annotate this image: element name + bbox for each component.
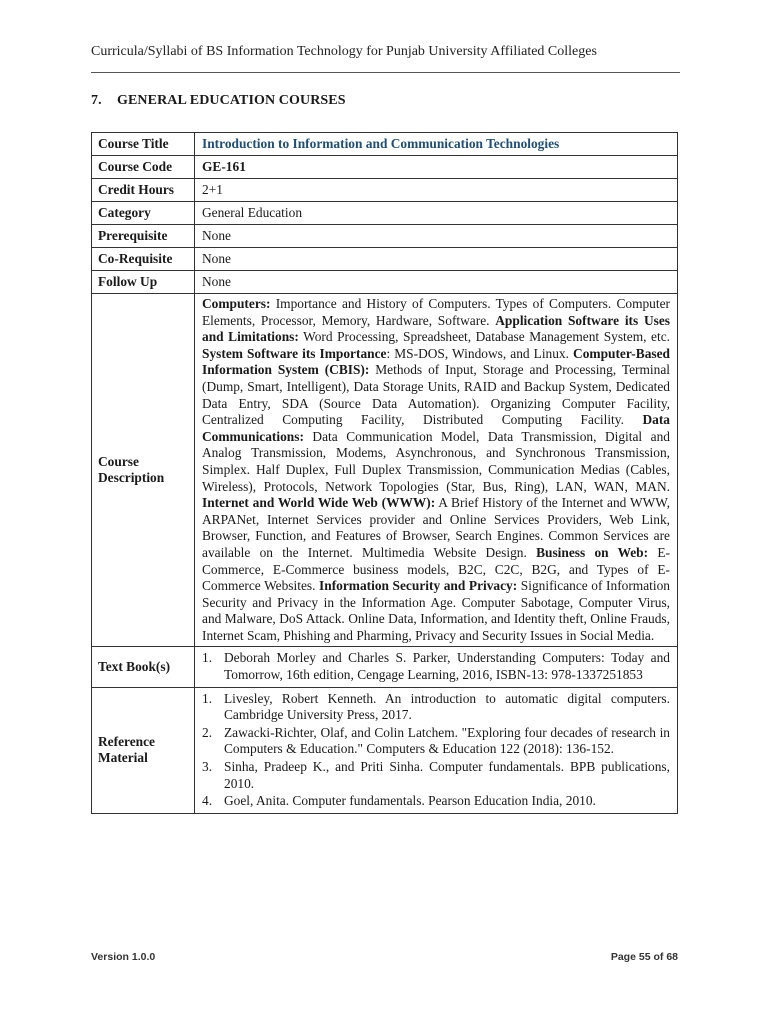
list-item: [202, 759, 670, 792]
category-label: Category: [92, 202, 195, 225]
follow-up-label: Follow Up: [92, 271, 195, 294]
list-item-text: Livesley, Robert Kenneth. An introduction to automatic digital computers. Cambridge University Press, 2017.: [224, 690, 670, 723]
description-text-segment: Word Processing, Spreadsheet, Database Management System, etc.: [298, 329, 670, 345]
table-row: [92, 294, 678, 647]
table-row: [92, 248, 678, 271]
course-title-label: Course Title: [92, 133, 195, 156]
footer-version: Version 1.0.0: [91, 951, 156, 963]
corequisite-value: None: [195, 248, 678, 271]
description-topic-heading: Computers:: [202, 296, 271, 311]
description-topic-heading: Computer-Based Information System (CBIS):: [202, 345, 670, 378]
footer-page-of: of: [653, 951, 664, 963]
description-text-segment: : MS-DOS, Windows, and Linux.: [386, 345, 574, 361]
list-item-text: Sinha, Pradeep K., and Priti Sinha. Computer fundamentals. BPB publications, 2010.: [224, 759, 670, 791]
description-topic-heading: Internet and World Wide Web (WWW):: [202, 495, 436, 511]
prerequisite-value: None: [195, 225, 678, 248]
footer-page-current: 55: [638, 951, 651, 963]
description-text-segment: Significance of Information Security and Privacy in the Information Age. Computer Sabotage, Computer Virus, and Malware, DoS Attack. Online Data, Information, and Identity theft, Online Frauds, Internet Scam, Phishing and Pharming, Privacy and Security Issues in Social Media.: [202, 578, 670, 643]
list-item-number: 3.: [202, 759, 213, 775]
footer-page-number: [611, 951, 678, 963]
section-title: GENERAL EDUCATION COURSES: [117, 93, 346, 108]
reference-list-cell: [195, 687, 678, 813]
course-code-value: GE-161: [195, 156, 678, 179]
description-text-segment: Data Communication Model, Data Transmission, Digital and Analog Transmission, Modems, Asynchronous, and Synchronous Transmission, Simplex. Half Duplex, Full Duplex Transmission, Communication Medias (Cables, Wireless), Protocols, Network Topologies (Star, Bus, Ring), LAN, WAN, MAN.: [202, 428, 670, 494]
table-row: [92, 271, 678, 294]
textbooks-label: Text Book(s): [92, 647, 195, 687]
header-divider: [91, 72, 680, 73]
textbooks-list-cell: [195, 647, 678, 687]
prerequisite-label: Prerequisite: [92, 225, 195, 248]
credit-hours-label: Credit Hours: [92, 179, 195, 202]
list-item-text: Goel, Anita. Computer fundamentals. Pearson Education India, 2010.: [224, 793, 596, 809]
footer-page-total: 68: [666, 951, 678, 963]
reference-material-label: [92, 687, 195, 813]
table-row: [92, 179, 678, 202]
table-row: [92, 225, 678, 248]
footer-page-prefix: Page: [610, 951, 636, 963]
credit-hours-value: 2+1: [195, 179, 678, 202]
course-table: [91, 132, 678, 814]
description-topic-heading: Application Software its Uses and Limitations:: [202, 312, 671, 345]
description-topic-heading: Information Security and Privacy:: [319, 578, 518, 594]
description-text-segment: Methods of Input, Storage and Processing, Terminal (Dump, Smart, Intelligent), Data Storage Units, RAID and Backup System, Dedicated Data Entry, SDA (Source Data Automation). Organizing Computer Facility, Centralized Computing Facility, Distributed Computing Facility.: [202, 362, 671, 428]
description-text-segment: A Brief History of the Internet and WWW, ARPANet, Internet Services provider and Online Services Providers, Web Link, Browser, Function, and Features of Browser, Search Engines. Common Services are available on the Internet. Multimedia Website Design.: [202, 495, 670, 560]
textbooks-list: [202, 650, 670, 683]
reference-list: [202, 691, 670, 810]
follow-up-value: None: [195, 271, 678, 294]
course-description-label: [92, 294, 195, 647]
course-description-label-line2: Description: [98, 470, 165, 486]
course-description-label-line1: Course: [98, 453, 139, 469]
list-item-number: 4.: [202, 793, 213, 809]
list-item: [202, 725, 670, 758]
course-code-label: Course Code: [92, 156, 195, 179]
reference-material-label-line2: Material: [98, 750, 148, 766]
list-item-text: Zawacki-Richter, Olaf, and Colin Latchem. "Exploring four decades of research in Computers & Education." Computers & Education 122 (2018): 136-152.: [224, 724, 670, 757]
list-item: [202, 793, 670, 810]
description-topic-heading: System Software its Importance: [202, 345, 387, 361]
course-title-value: Introduction to Information and Communication Technologies: [195, 133, 678, 156]
table-row: [92, 687, 678, 813]
corequisite-label: Co-Requisite: [92, 248, 195, 271]
list-item-number: 2.: [202, 724, 213, 740]
table-row: [92, 133, 678, 156]
table-row: [92, 156, 678, 179]
course-description-text: [195, 294, 678, 647]
list-item: [202, 691, 670, 724]
description-topic-heading: Business on Web:: [536, 544, 649, 560]
table-row: [92, 647, 678, 687]
list-item-number: 1.: [202, 690, 213, 706]
list-item-text: Deborah Morley and Charles S. Parker, Understanding Computers: Today and Tomorrow, 16th edition, Cengage Learning, 2016, ISBN-13: 978-1337251853: [224, 650, 670, 683]
running-header: Curricula/Syllabi of BS Information Technology for Punjab University Affiliated Colleges: [91, 44, 597, 59]
category-value: General Education: [195, 202, 678, 225]
description-text-segment: Importance and History of Computers. Types of Computers. Computer Elements, Processor, Memory, Hardware, Software.: [202, 296, 670, 328]
description-text-segment: E-Commerce, E-Commerce business models, B2C, C2C, B2G, and Types of E-Commerce Websites.: [202, 544, 670, 594]
section-number: 7.: [91, 93, 102, 108]
section-heading: [91, 93, 346, 109]
list-item: [202, 650, 670, 683]
reference-material-label-line1: Reference: [98, 733, 155, 749]
description-topic-heading: Data Communications:: [202, 412, 670, 444]
list-item-number: 1.: [202, 650, 213, 666]
table-row: [92, 202, 678, 225]
